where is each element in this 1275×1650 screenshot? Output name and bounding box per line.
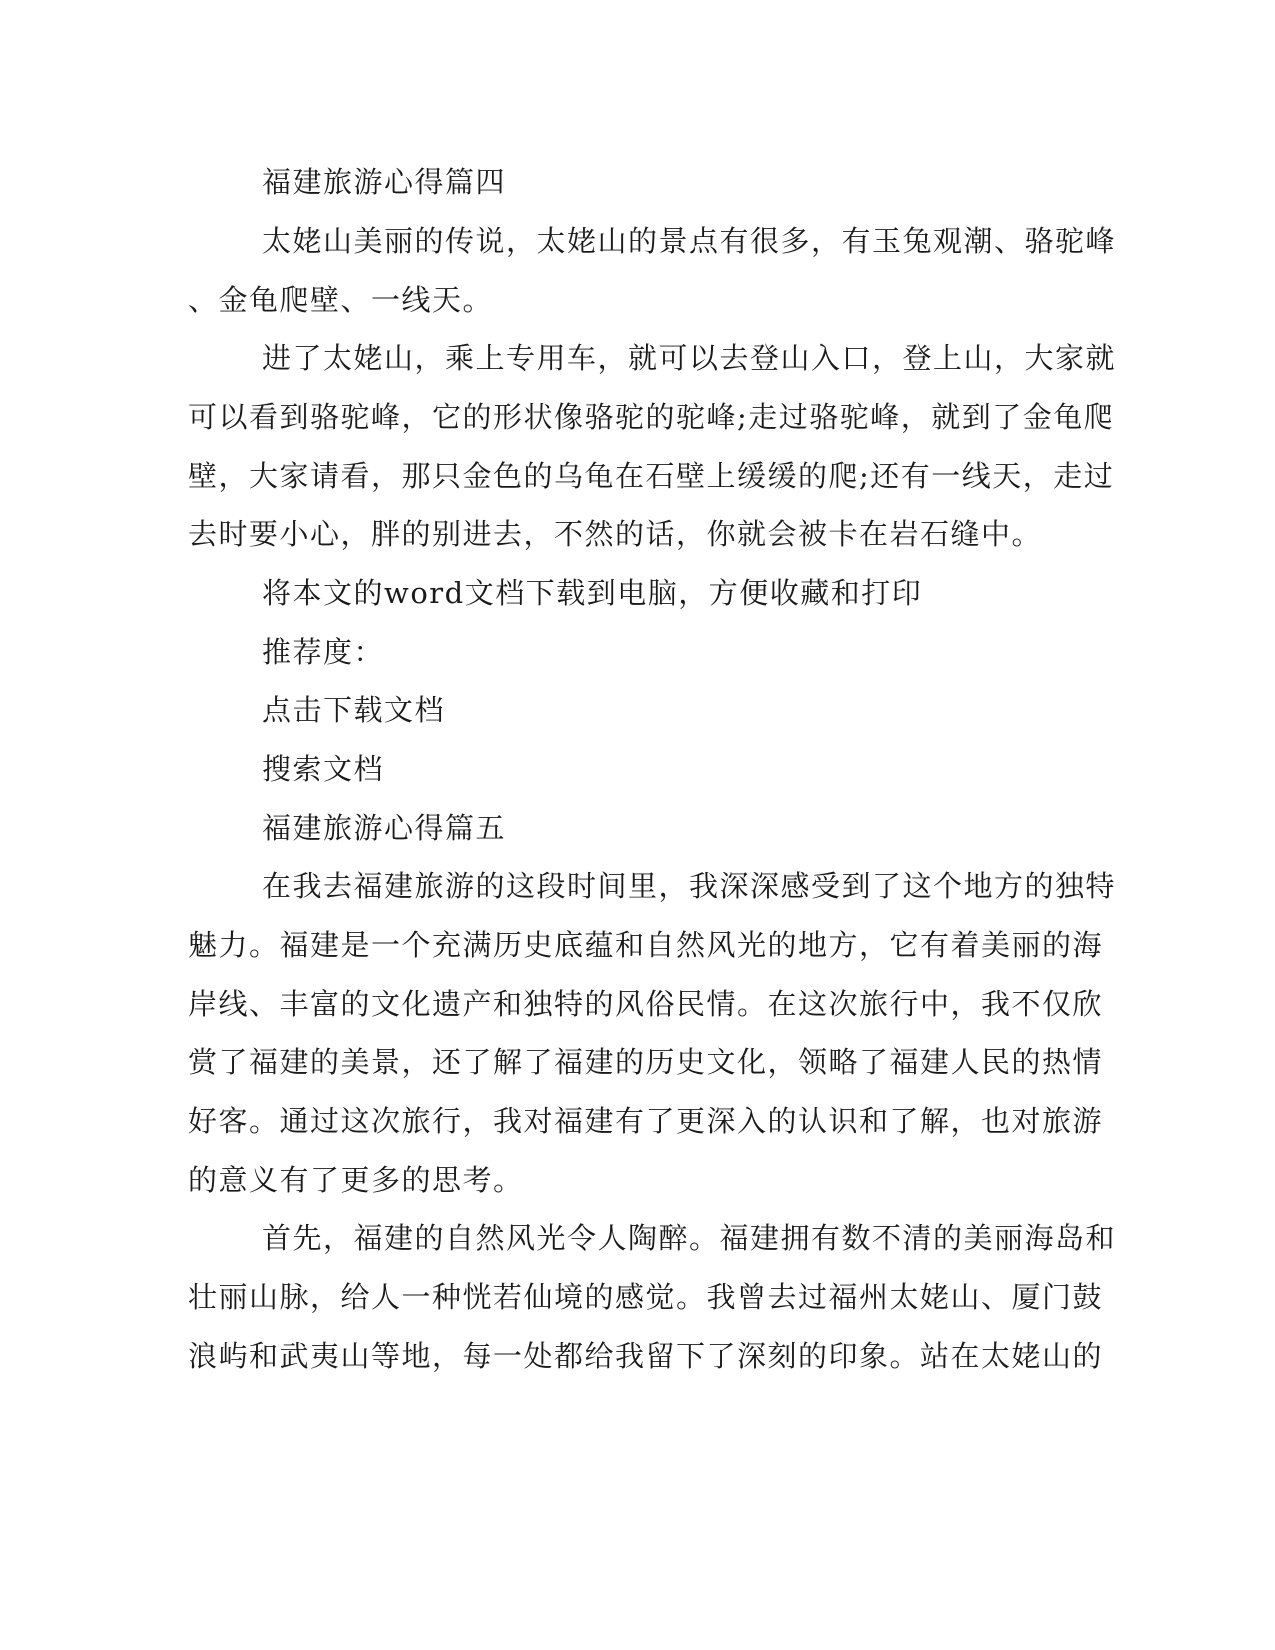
recommendation-label: 推荐度： <box>262 635 385 669</box>
paragraph-line: 、金龟爬壁、一线天。 <box>188 283 494 317</box>
paragraph-line: 壁，大家请看，那只金色的乌龟在石壁上缓缓的爬;还有一线天，走过 <box>188 459 1115 493</box>
paragraph-line: 可以看到骆驼峰，它的形状像骆驼的驼峰;走过骆驼峰，就到了金龟爬 <box>188 400 1115 434</box>
paragraph-line: 首先，福建的自然风光令人陶醉。福建拥有数不清的美丽海岛和 <box>262 1221 1117 1255</box>
paragraph-line: 的意义有了更多的思考。 <box>188 1163 524 1197</box>
paragraph-line: 赏了福建的美景，还了解了福建的历史文化，领略了福建人民的热情 <box>188 1045 1104 1079</box>
section-heading-5: 福建旅游心得篇五 <box>262 811 507 845</box>
paragraph-line: 太姥山美丽的传说，太姥山的景点有很多，有玉兔观潮、骆驼峰 <box>262 224 1117 258</box>
search-document-link[interactable]: 搜索文档 <box>262 752 385 786</box>
paragraph-line: 魅力。福建是一个充满历史底蕴和自然风光的地方，它有着美丽的海 <box>188 928 1104 962</box>
paragraph-line: 壮丽山脉，给人一种恍若仙境的感觉。我曾去过福州太姥山、厦门鼓 <box>188 1280 1104 1314</box>
paragraph-line: 浪屿和武夷山等地，每一处都给我留下了深刻的印象。站在太姥山的 <box>188 1339 1104 1373</box>
section-heading-4: 福建旅游心得篇四 <box>262 165 507 199</box>
paragraph-line: 好客。通过这次旅行，我对福建有了更深入的认识和了解，也对旅游 <box>188 1104 1104 1138</box>
paragraph-line: 岸线、丰富的文化遗产和独特的风俗民情。在这次旅行中，我不仅欣 <box>188 987 1104 1021</box>
paragraph-line: 去时要小心，胖的别进去，不然的话，你就会被卡在岩石缝中。 <box>188 517 1043 551</box>
paragraph-line: 进了太姥山，乘上专用车，就可以去登山入口，登上山，大家就 <box>262 341 1117 375</box>
paragraph-line: 在我去福建旅游的这段时间里，我深深感受到了这个地方的独特 <box>262 869 1117 903</box>
download-note: 将本文的word文档下载到电脑，方便收藏和打印 <box>262 576 923 610</box>
download-document-link[interactable]: 点击下载文档 <box>262 693 446 727</box>
